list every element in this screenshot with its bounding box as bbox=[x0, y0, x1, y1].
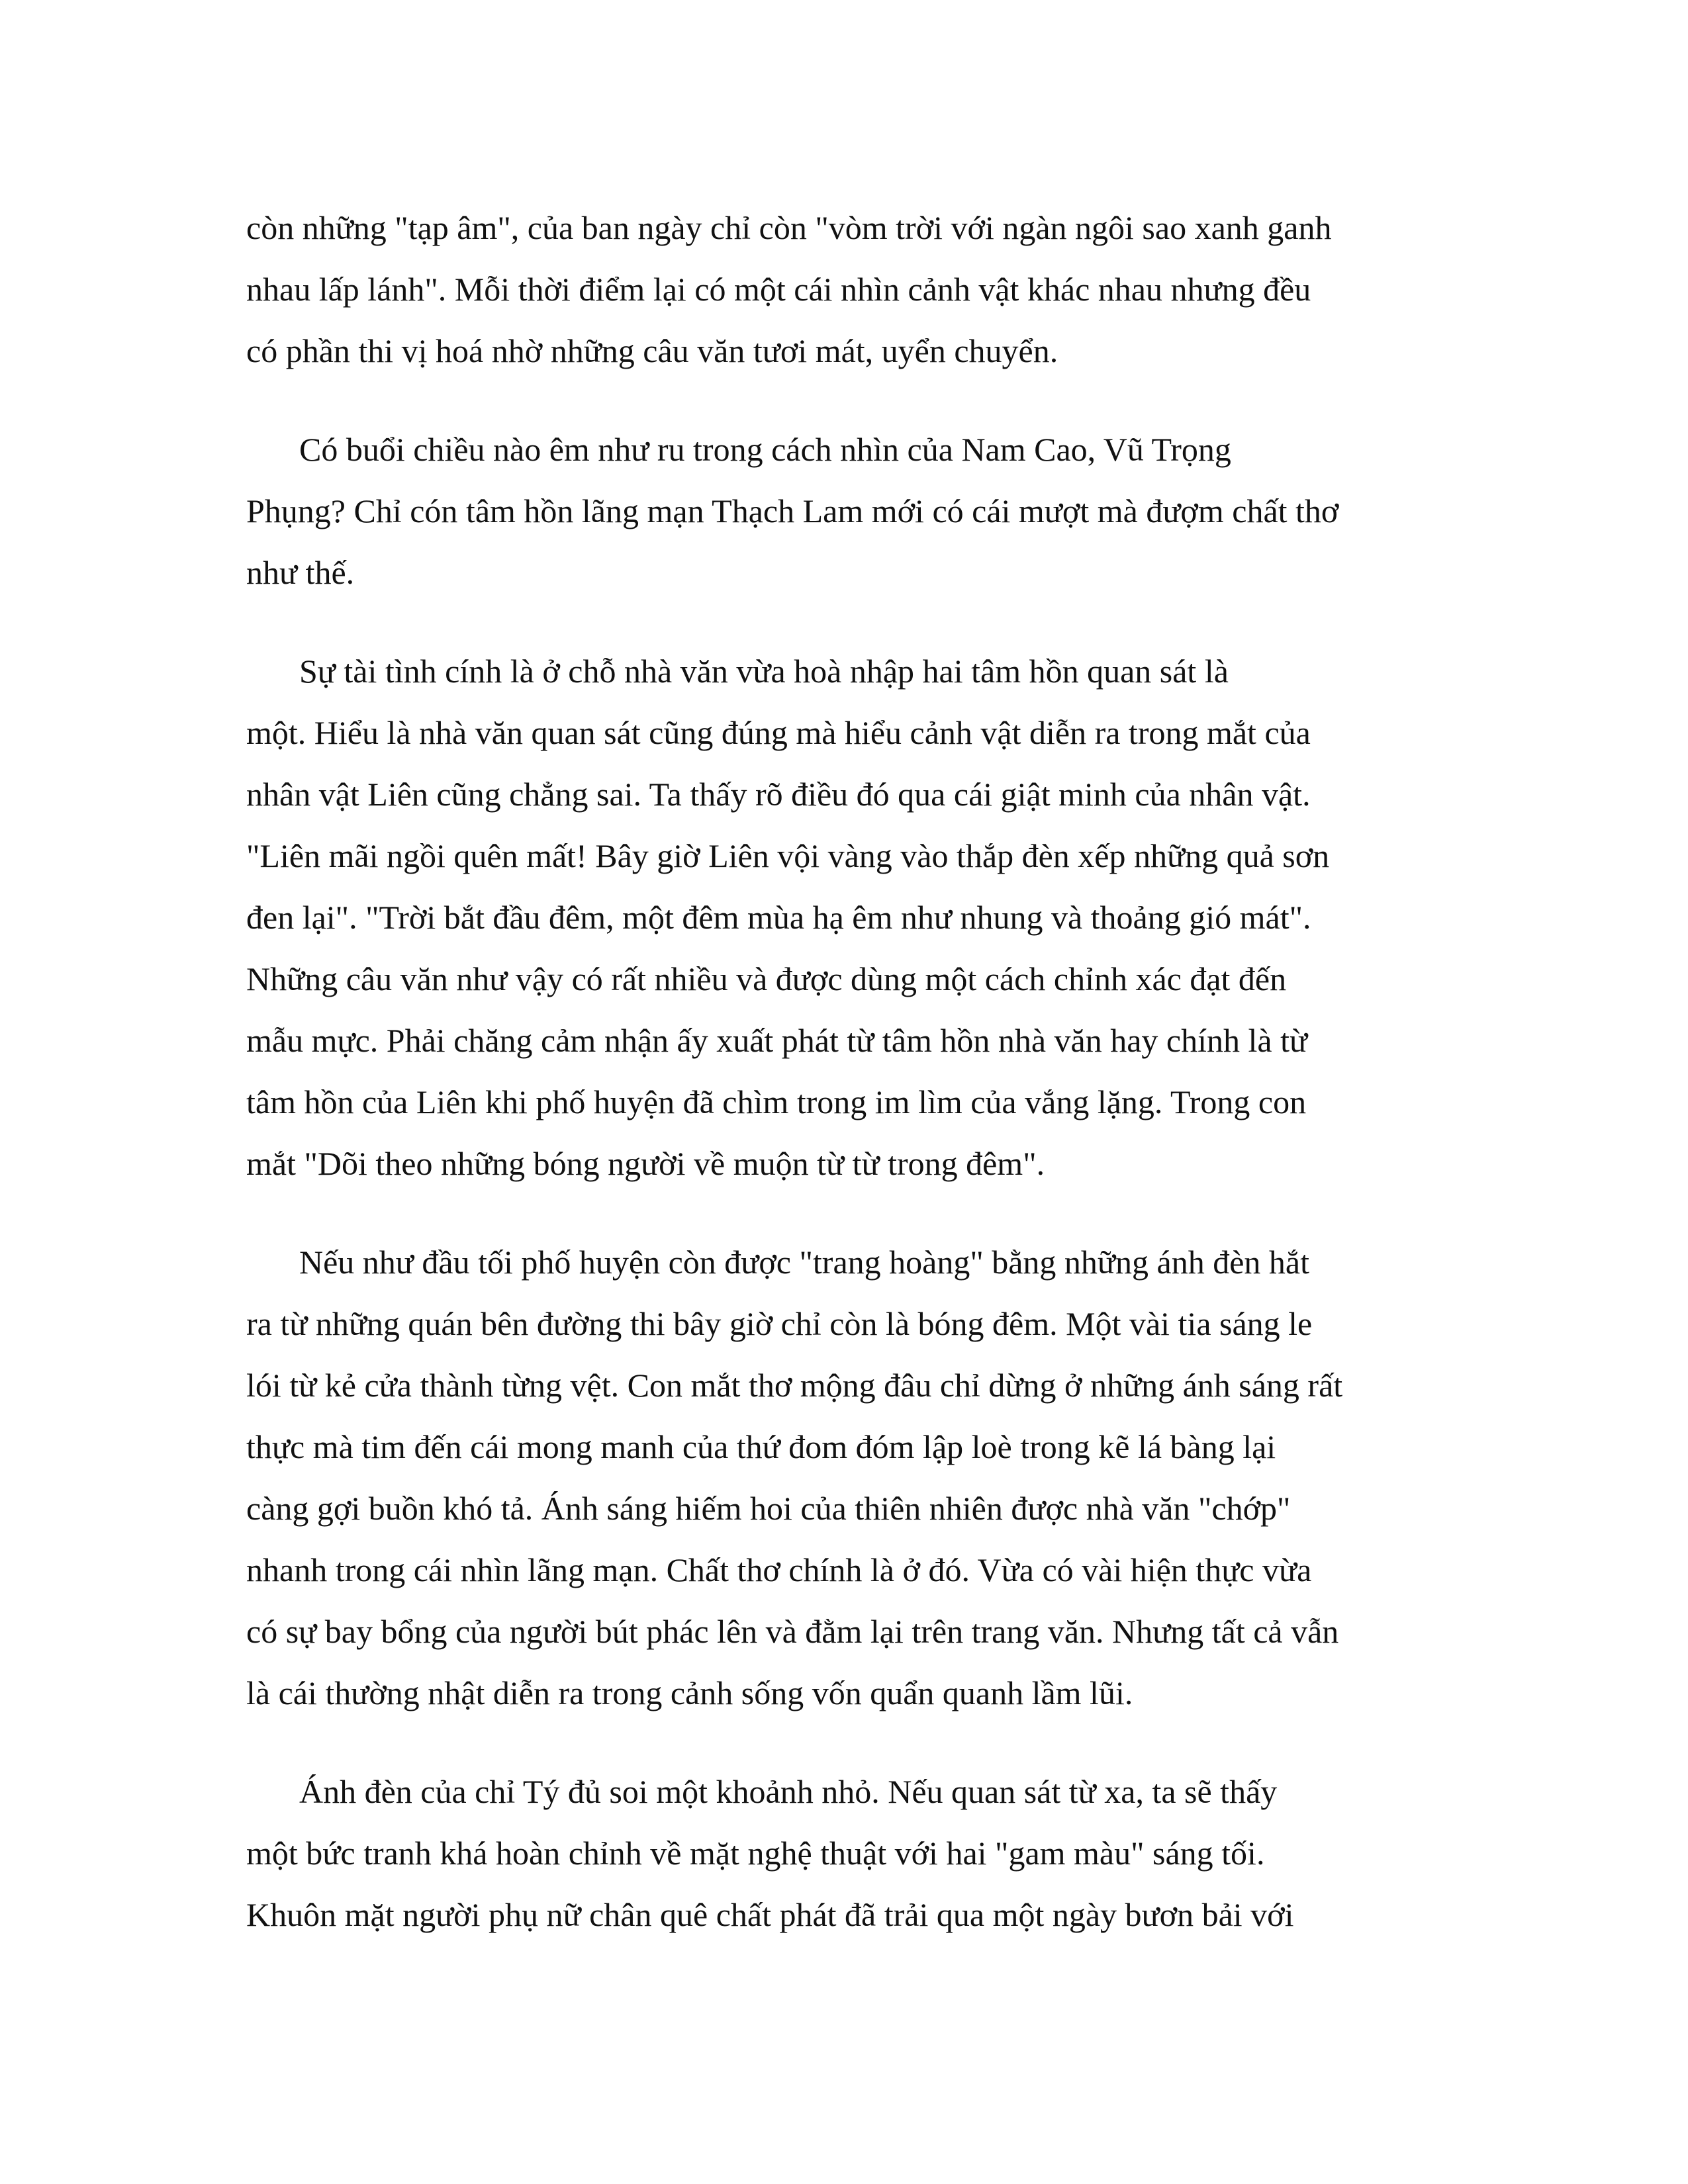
text-line: mắt "Dõi theo những bóng người về muộn từ từ trong đêm". bbox=[246, 1145, 1045, 1182]
text-line: càng gợi buồn khó tả. Ánh sáng hiếm hoi của thiên nhiên được nhà văn "chớp" bbox=[246, 1490, 1291, 1527]
text-line: Những câu văn như vậy có rất nhiều và được dùng một cách chỉnh xác đạt đến bbox=[246, 960, 1287, 997]
text-line: lói từ kẻ cửa thành từng vệt. Con mắt thơ mộng đâu chỉ dừng ở những ánh sáng rất bbox=[246, 1367, 1343, 1404]
text-line: nhanh trong cái nhìn lãng mạn. Chất thơ chính là ở đó. Vừa có vài hiện thực vừa bbox=[246, 1551, 1312, 1588]
text-line: Ánh đèn của chỉ Tý đủ soi một khoảnh nhỏ. Nếu quan sát từ xa, ta sẽ thấy bbox=[299, 1773, 1278, 1810]
text-line: nhân vật Liên cũng chẳng sai. Ta thấy rõ điều đó qua cái giật minh của nhân vật. bbox=[246, 776, 1311, 813]
text-line: một. Hiểu là nhà văn quan sát cũng đúng mà hiểu cảnh vật diễn ra trong mắt của bbox=[246, 714, 1311, 751]
text-line: mẫu mực. Phải chăng cảm nhận ấy xuất phát từ tâm hồn nhà văn hay chính là từ bbox=[246, 1022, 1308, 1059]
text-line: là cái thường nhật diễn ra trong cảnh sống vốn quẩn quanh lầm lũi. bbox=[246, 1674, 1133, 1711]
text-line: có phần thi vị hoá nhờ những câu văn tươi mát, uyển chuyển. bbox=[246, 332, 1058, 369]
paragraph-5 bbox=[246, 1761, 1451, 1946]
text-line: còn những "tạp âm", của ban ngày chỉ còn "vòm trời với ngàn ngôi sao xanh ganh bbox=[246, 209, 1332, 246]
paragraph-2 bbox=[246, 419, 1451, 604]
text-line: Khuôn mặt người phụ nữ chân quê chất phát đã trải qua một ngày bươn bải với bbox=[246, 1896, 1294, 1933]
text-line: nhau lấp lánh". Mỗi thời điểm lại có một cái nhìn cảnh vật khác nhau nhưng đều bbox=[246, 271, 1311, 308]
text-line: "Liên mãi ngồi quên mất! Bây giờ Liên vội vàng vào thắp đèn xếp những quả sơn bbox=[246, 837, 1330, 874]
text-line: Có buổi chiều nào êm như ru trong cách nhìn của Nam Cao, Vũ Trọng bbox=[299, 431, 1231, 468]
paragraph-1 bbox=[246, 197, 1451, 382]
text-line: Sự tài tình cính là ở chỗ nhà văn vừa hoà nhập hai tâm hồn quan sát là bbox=[299, 653, 1229, 690]
text-line: thực mà tim đến cái mong manh của thứ đom đóm lập loè trong kẽ lá bàng lại bbox=[246, 1428, 1276, 1465]
text-line: có sự bay bổng của người bút phác lên và đằm lại trên trang văn. Nhưng tất cả vẫn bbox=[246, 1613, 1339, 1650]
text-line: Phụng? Chỉ cón tâm hồn lãng mạn Thạch Lam mới có cái mượt mà đượm chất thơ bbox=[246, 492, 1339, 529]
paragraph-3 bbox=[246, 641, 1451, 1195]
text-line: một bức tranh khá hoàn chỉnh về mặt nghệ thuật với hai "gam màu" sáng tối. bbox=[246, 1835, 1265, 1872]
text-line: đen lại". "Trời bắt đầu đêm, một đêm mùa hạ êm như nhung và thoảng gió mát". bbox=[246, 899, 1311, 936]
paragraph-4 bbox=[246, 1232, 1451, 1724]
text-line: như thế. bbox=[246, 554, 355, 591]
body-text bbox=[246, 197, 1451, 1983]
text-line: Nếu như đầu tối phố huyện còn được "trang hoàng" bằng những ánh đèn hắt bbox=[299, 1244, 1310, 1281]
text-line: tâm hồn của Liên khi phố huyện đã chìm trong im lìm của vắng lặng. Trong con bbox=[246, 1083, 1307, 1120]
text-line: ra từ những quán bên đường thi bây giờ chỉ còn là bóng đêm. Một vài tia sáng le bbox=[246, 1305, 1313, 1342]
